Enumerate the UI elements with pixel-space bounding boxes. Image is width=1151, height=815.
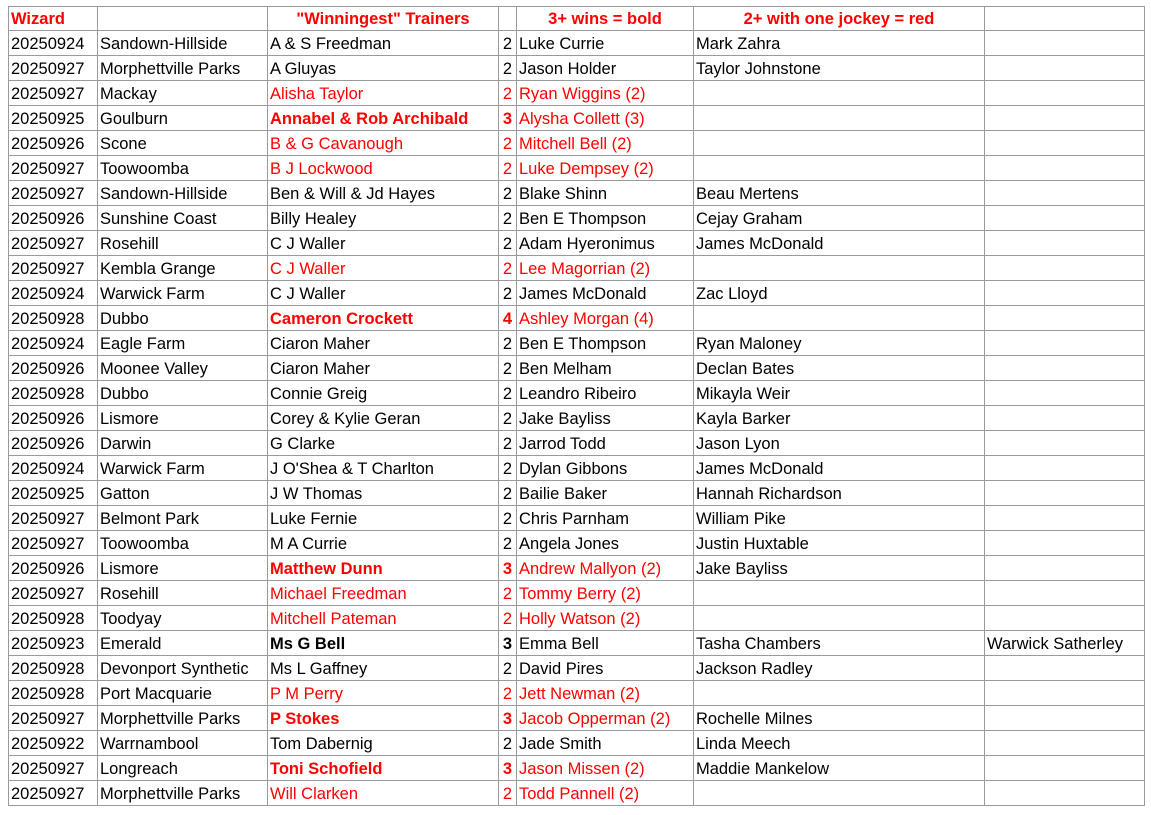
header-cell-venue[interactable] <box>98 7 268 31</box>
jockey-1-cell[interactable]: Jake Bayliss <box>517 406 694 431</box>
jockey-3-cell[interactable] <box>985 181 1145 206</box>
jockey-2-cell[interactable]: Tasha Chambers <box>694 631 985 656</box>
jockey-2-cell[interactable] <box>694 156 985 181</box>
jockey-3-cell[interactable] <box>985 56 1145 81</box>
jockey-3-cell[interactable] <box>985 531 1145 556</box>
jockey-3-cell[interactable] <box>985 781 1145 806</box>
table-row <box>9 531 1145 556</box>
table-row <box>9 381 1145 406</box>
trainer-cell[interactable]: Ben & Will & Jd Hayes <box>268 181 499 206</box>
wins-cell[interactable]: 2 <box>499 56 517 81</box>
jockey-3-cell[interactable] <box>985 31 1145 56</box>
date-cell[interactable]: 20250928 <box>9 306 98 331</box>
wins-cell[interactable]: 2 <box>499 31 517 56</box>
date-cell[interactable]: 20250924 <box>9 31 98 56</box>
jockey-1-cell[interactable]: Jacob Opperman (2) <box>517 706 694 731</box>
jockey-1-cell[interactable]: Todd Pannell (2) <box>517 781 694 806</box>
venue-cell[interactable]: Gatton <box>98 481 268 506</box>
header-row <box>9 7 1145 31</box>
jockey-3-cell[interactable] <box>985 81 1145 106</box>
table-row <box>9 481 1145 506</box>
jockey-2-cell[interactable]: Ryan Maloney <box>694 331 985 356</box>
jockey-1-cell[interactable]: Alysha Collett (3) <box>517 106 694 131</box>
jockey-1-cell[interactable]: Lee Magorrian (2) <box>517 256 694 281</box>
venue-cell[interactable]: Moonee Valley <box>98 356 268 381</box>
table-row <box>9 431 1145 456</box>
jockey-1-cell[interactable]: Ben E Thompson <box>517 206 694 231</box>
trainer-cell[interactable]: Mitchell Pateman <box>268 606 499 631</box>
venue-cell[interactable]: Port Macquarie <box>98 681 268 706</box>
date-cell[interactable]: 20250926 <box>9 356 98 381</box>
table-row <box>9 206 1145 231</box>
trainer-cell[interactable]: Annabel & Rob Archibald <box>268 106 499 131</box>
jockey-2-cell[interactable]: Jake Bayliss <box>694 556 985 581</box>
date-cell[interactable]: 20250923 <box>9 631 98 656</box>
jockey-2-cell[interactable]: Declan Bates <box>694 356 985 381</box>
wins-cell[interactable]: 2 <box>499 431 517 456</box>
venue-cell[interactable]: Sandown-Hillside <box>98 31 268 56</box>
jockey-1-cell[interactable]: David Pires <box>517 656 694 681</box>
trainer-cell[interactable]: Matthew Dunn <box>268 556 499 581</box>
trainer-cell[interactable]: Will Clarken <box>268 781 499 806</box>
jockey-1-cell[interactable]: Ashley Morgan (4) <box>517 306 694 331</box>
venue-cell[interactable]: Dubbo <box>98 381 268 406</box>
wins-cell[interactable]: 2 <box>499 381 517 406</box>
table-row <box>9 506 1145 531</box>
jockey-2-cell[interactable]: Beau Mertens <box>694 181 985 206</box>
wins-cell[interactable]: 2 <box>499 181 517 206</box>
date-cell[interactable]: 20250924 <box>9 456 98 481</box>
venue-cell[interactable]: Mackay <box>98 81 268 106</box>
jockey-3-cell[interactable] <box>985 481 1145 506</box>
jockey-3-cell[interactable] <box>985 131 1145 156</box>
trainer-cell[interactable]: Ms L Gaffney <box>268 656 499 681</box>
venue-cell[interactable]: Warwick Farm <box>98 281 268 306</box>
date-cell[interactable]: 20250927 <box>9 156 98 181</box>
jockey-1-cell[interactable]: Mitchell Bell (2) <box>517 131 694 156</box>
trainer-cell[interactable]: Corey & Kylie Geran <box>268 406 499 431</box>
trainer-cell[interactable]: Cameron Crockett <box>268 306 499 331</box>
date-cell[interactable]: 20250927 <box>9 756 98 781</box>
trainer-cell[interactable]: Tom Dabernig <box>268 731 499 756</box>
jockey-3-cell[interactable] <box>985 231 1145 256</box>
date-cell[interactable]: 20250926 <box>9 406 98 431</box>
venue-cell[interactable]: Morphettville Parks <box>98 56 268 81</box>
trainer-cell[interactable]: Alisha Taylor <box>268 81 499 106</box>
table-row <box>9 156 1145 181</box>
wins-cell[interactable]: 2 <box>499 156 517 181</box>
venue-cell[interactable]: Longreach <box>98 756 268 781</box>
wins-cell[interactable]: 2 <box>499 506 517 531</box>
jockey-2-cell[interactable]: Zac Lloyd <box>694 281 985 306</box>
table-row <box>9 656 1145 681</box>
trainer-cell[interactable]: J O'Shea & T Charlton <box>268 456 499 481</box>
wins-cell[interactable]: 2 <box>499 131 517 156</box>
date-cell[interactable]: 20250926 <box>9 556 98 581</box>
wins-cell[interactable]: 2 <box>499 206 517 231</box>
venue-cell[interactable]: Emerald <box>98 631 268 656</box>
table-row <box>9 256 1145 281</box>
jockey-2-cell[interactable]: Taylor Johnstone <box>694 56 985 81</box>
trainer-cell[interactable]: Connie Greig <box>268 381 499 406</box>
jockey-2-cell[interactable] <box>694 581 985 606</box>
wins-cell[interactable]: 2 <box>499 781 517 806</box>
date-cell[interactable]: 20250926 <box>9 431 98 456</box>
header-cell-wizard[interactable]: Wizard <box>9 7 98 31</box>
venue-cell[interactable]: Lismore <box>98 556 268 581</box>
jockey-3-cell[interactable] <box>985 756 1145 781</box>
wins-cell[interactable]: 2 <box>499 531 517 556</box>
jockey-2-cell[interactable]: Hannah Richardson <box>694 481 985 506</box>
date-cell[interactable]: 20250928 <box>9 656 98 681</box>
trainer-cell[interactable]: J W Thomas <box>268 481 499 506</box>
jockey-3-cell[interactable] <box>985 656 1145 681</box>
jockey-3-cell[interactable] <box>985 706 1145 731</box>
wins-cell[interactable]: 3 <box>499 706 517 731</box>
date-cell[interactable]: 20250924 <box>9 331 98 356</box>
wins-cell[interactable]: 2 <box>499 456 517 481</box>
jockey-1-cell[interactable]: Holly Watson (2) <box>517 606 694 631</box>
jockey-1-cell[interactable]: Jason Holder <box>517 56 694 81</box>
jockey-3-cell[interactable] <box>985 731 1145 756</box>
trainers-spreadsheet <box>8 6 1145 806</box>
table-row <box>9 231 1145 256</box>
venue-cell[interactable]: Darwin <box>98 431 268 456</box>
date-cell[interactable]: 20250928 <box>9 381 98 406</box>
wins-cell[interactable]: 2 <box>499 481 517 506</box>
trainer-cell[interactable]: P Stokes <box>268 706 499 731</box>
date-cell[interactable]: 20250927 <box>9 56 98 81</box>
jockey-1-cell[interactable]: Tommy Berry (2) <box>517 581 694 606</box>
venue-cell[interactable]: Devonport Synthetic <box>98 656 268 681</box>
jockey-2-cell[interactable]: Mark Zahra <box>694 31 985 56</box>
jockey-3-cell[interactable] <box>985 431 1145 456</box>
jockey-1-cell[interactable]: Jade Smith <box>517 731 694 756</box>
jockey-3-cell[interactable] <box>985 456 1145 481</box>
trainer-cell[interactable]: Ciaron Maher <box>268 356 499 381</box>
date-cell[interactable]: 20250927 <box>9 256 98 281</box>
trainer-cell[interactable]: B & G Cavanough <box>268 131 499 156</box>
jockey-2-cell[interactable]: Jackson Radley <box>694 656 985 681</box>
jockey-1-cell[interactable]: Ryan Wiggins (2) <box>517 81 694 106</box>
jockey-1-cell[interactable]: Luke Currie <box>517 31 694 56</box>
venue-cell[interactable]: Morphettville Parks <box>98 706 268 731</box>
table-row <box>9 56 1145 81</box>
table-row <box>9 106 1145 131</box>
table-row <box>9 456 1145 481</box>
jockey-2-cell[interactable]: Cejay Graham <box>694 206 985 231</box>
date-cell[interactable]: 20250927 <box>9 781 98 806</box>
venue-cell[interactable]: Sunshine Coast <box>98 206 268 231</box>
venue-cell[interactable]: Warrnambool <box>98 731 268 756</box>
trainer-cell[interactable]: C J Waller <box>268 281 499 306</box>
wins-cell[interactable]: 2 <box>499 81 517 106</box>
jockey-3-cell[interactable] <box>985 106 1145 131</box>
jockey-2-cell[interactable] <box>694 781 985 806</box>
table-row <box>9 356 1145 381</box>
date-cell[interactable]: 20250928 <box>9 681 98 706</box>
venue-cell[interactable]: Eagle Farm <box>98 331 268 356</box>
trainer-cell[interactable]: A Gluyas <box>268 56 499 81</box>
header-cell-red-rule[interactable]: 2+ with one jockey = red <box>694 7 985 31</box>
jockey-2-cell[interactable]: William Pike <box>694 506 985 531</box>
table-row <box>9 556 1145 581</box>
wins-cell[interactable]: 3 <box>499 556 517 581</box>
date-cell[interactable]: 20250927 <box>9 181 98 206</box>
jockey-1-cell[interactable]: Bailie Baker <box>517 481 694 506</box>
date-cell[interactable]: 20250924 <box>9 281 98 306</box>
date-cell[interactable]: 20250926 <box>9 131 98 156</box>
trainer-cell[interactable]: C J Waller <box>268 256 499 281</box>
venue-cell[interactable]: Toodyay <box>98 606 268 631</box>
venue-cell[interactable]: Morphettville Parks <box>98 781 268 806</box>
header-cell-trainers[interactable]: "Winningest" Trainers <box>268 7 499 31</box>
jockey-2-cell[interactable] <box>694 606 985 631</box>
trainer-cell[interactable]: Luke Fernie <box>268 506 499 531</box>
table-row <box>9 681 1145 706</box>
table-row <box>9 31 1145 56</box>
trainer-cell[interactable]: P M Perry <box>268 681 499 706</box>
table-row <box>9 331 1145 356</box>
trainer-cell[interactable]: Michael Freedman <box>268 581 499 606</box>
trainer-cell[interactable]: B J Lockwood <box>268 156 499 181</box>
jockey-3-cell[interactable] <box>985 356 1145 381</box>
trainer-cell[interactable]: C J Waller <box>268 231 499 256</box>
jockey-2-cell[interactable] <box>694 306 985 331</box>
date-cell[interactable]: 20250927 <box>9 81 98 106</box>
jockey-3-cell[interactable] <box>985 406 1145 431</box>
jockey-1-cell[interactable]: Jarrod Todd <box>517 431 694 456</box>
wins-cell[interactable]: 2 <box>499 281 517 306</box>
wins-cell[interactable]: 3 <box>499 631 517 656</box>
trainer-cell[interactable]: Ciaron Maher <box>268 331 499 356</box>
jockey-1-cell[interactable]: Emma Bell <box>517 631 694 656</box>
wins-cell[interactable]: 3 <box>499 756 517 781</box>
table-row <box>9 81 1145 106</box>
jockey-2-cell[interactable]: James McDonald <box>694 456 985 481</box>
wins-cell[interactable]: 2 <box>499 581 517 606</box>
venue-cell[interactable]: Goulburn <box>98 106 268 131</box>
table-row <box>9 756 1145 781</box>
date-cell[interactable]: 20250922 <box>9 731 98 756</box>
header-cell-wins[interactable] <box>499 7 517 31</box>
jockey-1-cell[interactable]: Blake Shinn <box>517 181 694 206</box>
wins-cell[interactable]: 4 <box>499 306 517 331</box>
jockey-3-cell[interactable] <box>985 581 1145 606</box>
jockey-1-cell[interactable]: Angela Jones <box>517 531 694 556</box>
date-cell[interactable]: 20250927 <box>9 581 98 606</box>
trainer-cell[interactable]: M A Currie <box>268 531 499 556</box>
table-row <box>9 581 1145 606</box>
venue-cell[interactable]: Toowoomba <box>98 531 268 556</box>
date-cell[interactable]: 20250928 <box>9 606 98 631</box>
wins-cell[interactable]: 2 <box>499 356 517 381</box>
jockey-3-cell[interactable] <box>985 156 1145 181</box>
jockey-2-cell[interactable]: Rochelle Milnes <box>694 706 985 731</box>
jockey-2-cell[interactable]: James McDonald <box>694 231 985 256</box>
venue-cell[interactable]: Lismore <box>98 406 268 431</box>
venue-cell[interactable]: Belmont Park <box>98 506 268 531</box>
header-cell-extra[interactable] <box>985 7 1145 31</box>
trainer-cell[interactable]: Ms G Bell <box>268 631 499 656</box>
jockey-3-cell[interactable] <box>985 206 1145 231</box>
date-cell[interactable]: 20250926 <box>9 206 98 231</box>
wins-cell[interactable]: 3 <box>499 106 517 131</box>
jockey-2-cell[interactable] <box>694 681 985 706</box>
table-row <box>9 731 1145 756</box>
jockey-1-cell[interactable]: Leandro Ribeiro <box>517 381 694 406</box>
table-row <box>9 606 1145 631</box>
table-row <box>9 281 1145 306</box>
table-row <box>9 781 1145 806</box>
jockey-3-cell[interactable] <box>985 256 1145 281</box>
wins-cell[interactable]: 2 <box>499 681 517 706</box>
jockey-2-cell[interactable]: Mikayla Weir <box>694 381 985 406</box>
table-row <box>9 181 1145 206</box>
jockey-2-cell[interactable]: Kayla Barker <box>694 406 985 431</box>
jockey-3-cell[interactable] <box>985 281 1145 306</box>
table-row <box>9 306 1145 331</box>
jockey-2-cell[interactable]: Jason Lyon <box>694 431 985 456</box>
date-cell[interactable]: 20250927 <box>9 231 98 256</box>
jockey-3-cell[interactable] <box>985 381 1145 406</box>
jockey-1-cell[interactable]: Dylan Gibbons <box>517 456 694 481</box>
venue-cell[interactable]: Scone <box>98 131 268 156</box>
jockey-1-cell[interactable]: Andrew Mallyon (2) <box>517 556 694 581</box>
date-cell[interactable]: 20250925 <box>9 481 98 506</box>
wins-cell[interactable]: 2 <box>499 256 517 281</box>
jockey-2-cell[interactable] <box>694 131 985 156</box>
jockey-1-cell[interactable]: Luke Dempsey (2) <box>517 156 694 181</box>
trainer-cell[interactable]: A & S Freedman <box>268 31 499 56</box>
venue-cell[interactable]: Rosehill <box>98 581 268 606</box>
jockey-1-cell[interactable]: Jason Missen (2) <box>517 756 694 781</box>
jockey-3-cell[interactable] <box>985 681 1145 706</box>
jockey-3-cell[interactable] <box>985 606 1145 631</box>
venue-cell[interactable]: Sandown-Hillside <box>98 181 268 206</box>
wins-cell[interactable]: 2 <box>499 331 517 356</box>
jockey-1-cell[interactable]: James McDonald <box>517 281 694 306</box>
date-cell[interactable]: 20250925 <box>9 106 98 131</box>
table-row <box>9 131 1145 156</box>
jockey-2-cell[interactable]: Maddie Mankelow <box>694 756 985 781</box>
wins-cell[interactable]: 2 <box>499 656 517 681</box>
venue-cell[interactable]: Kembla Grange <box>98 256 268 281</box>
venue-cell[interactable]: Toowoomba <box>98 156 268 181</box>
date-cell[interactable]: 20250927 <box>9 706 98 731</box>
jockey-2-cell[interactable] <box>694 81 985 106</box>
trainer-cell[interactable]: Toni Schofield <box>268 756 499 781</box>
jockey-2-cell[interactable] <box>694 106 985 131</box>
jockey-3-cell[interactable]: Warwick Satherley <box>985 631 1145 656</box>
date-cell[interactable]: 20250927 <box>9 506 98 531</box>
table-row <box>9 406 1145 431</box>
wins-cell[interactable]: 2 <box>499 606 517 631</box>
date-cell[interactable]: 20250927 <box>9 531 98 556</box>
jockey-3-cell[interactable] <box>985 506 1145 531</box>
wins-cell[interactable]: 2 <box>499 231 517 256</box>
jockey-3-cell[interactable] <box>985 331 1145 356</box>
jockey-2-cell[interactable]: Linda Meech <box>694 731 985 756</box>
venue-cell[interactable]: Dubbo <box>98 306 268 331</box>
jockey-3-cell[interactable] <box>985 556 1145 581</box>
jockey-1-cell[interactable]: Adam Hyeronimus <box>517 231 694 256</box>
venue-cell[interactable]: Warwick Farm <box>98 456 268 481</box>
jockey-1-cell[interactable]: Jett Newman (2) <box>517 681 694 706</box>
jockey-1-cell[interactable]: Ben Melham <box>517 356 694 381</box>
venue-cell[interactable]: Rosehill <box>98 231 268 256</box>
trainer-cell[interactable]: Billy Healey <box>268 206 499 231</box>
header-cell-bold-rule[interactable]: 3+ wins = bold <box>517 7 694 31</box>
jockey-1-cell[interactable]: Ben E Thompson <box>517 331 694 356</box>
jockey-3-cell[interactable] <box>985 306 1145 331</box>
wins-cell[interactable]: 2 <box>499 406 517 431</box>
table-row <box>9 631 1145 656</box>
jockey-2-cell[interactable] <box>694 256 985 281</box>
jockey-2-cell[interactable]: Justin Huxtable <box>694 531 985 556</box>
wins-cell[interactable]: 2 <box>499 731 517 756</box>
jockey-1-cell[interactable]: Chris Parnham <box>517 506 694 531</box>
trainer-cell[interactable]: G Clarke <box>268 431 499 456</box>
table-row <box>9 706 1145 731</box>
